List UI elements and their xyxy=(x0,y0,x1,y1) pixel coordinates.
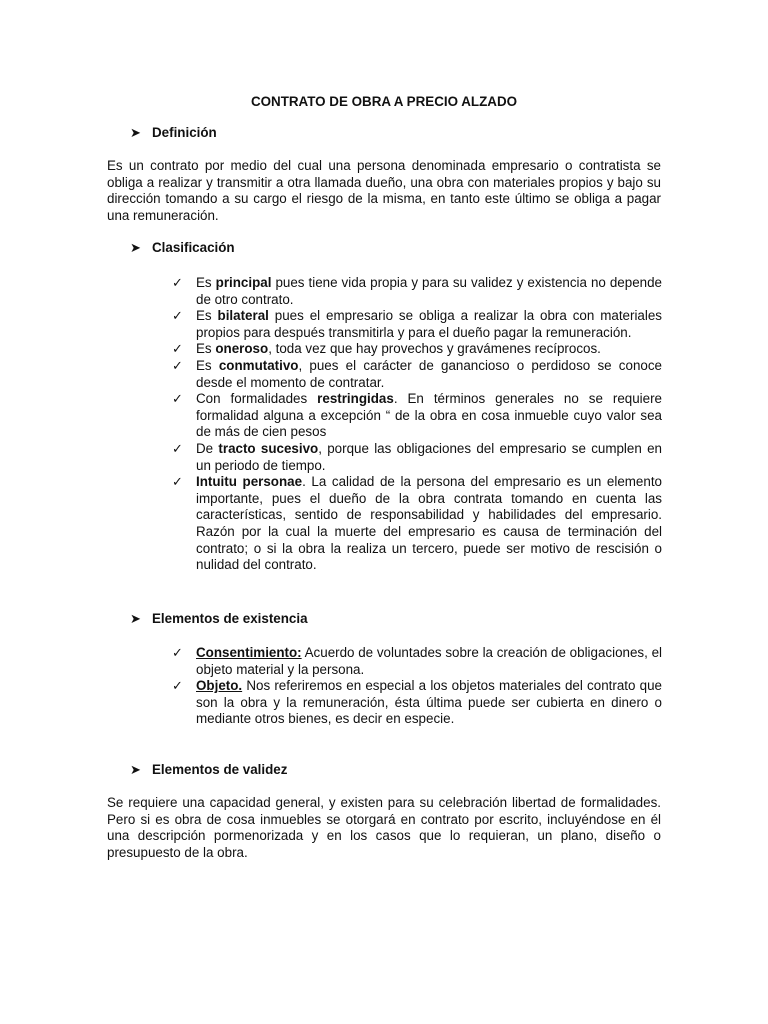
check-icon: ✓ xyxy=(172,678,183,694)
check-icon: ✓ xyxy=(172,357,183,373)
list-item: ✓ Es conmutativo, pues el carácter de ganancioso o perdidoso se conoce desde el momento de contratar. xyxy=(172,357,662,390)
section-heading-label: Definición xyxy=(152,125,217,140)
section-heading-clasificacion xyxy=(130,240,235,257)
arrow-bullet-icon: ➤ xyxy=(130,125,141,140)
list-item: ✓ Objeto. Nos referiremos en especial a los objetos materiales del contrato que son la obra y la remuneración, ésta última puede ser cubierta en dinero o mediante otros bienes, es decir en especie. xyxy=(172,678,662,727)
check-icon: ✓ xyxy=(172,308,183,324)
list-item: ✓ Es bilateral pues el empresario se obliga a realizar la obra con materiales propios para después transmitirla y para el dueño pagar la remuneración. xyxy=(172,308,662,340)
document-title: CONTRATO DE OBRA A PRECIO ALZADO xyxy=(250,94,518,109)
list-item: ✓ Con formalidades restringidas. En términos generales no se requiere formalidad alguna a excepción “ de la obra en cosa inmueble cuyo valor sea de más de cien pesos xyxy=(172,391,663,440)
arrow-bullet-icon: ➤ xyxy=(130,611,141,626)
check-icon: ✓ xyxy=(172,440,183,456)
section-heading-label: Elementos de validez xyxy=(152,762,288,777)
check-icon: ✓ xyxy=(172,275,183,290)
section-heading-label: Elementos de existencia xyxy=(152,611,308,626)
section-heading-definicion xyxy=(130,125,217,142)
arrow-bullet-icon: ➤ xyxy=(130,240,141,255)
check-icon: ✓ xyxy=(172,341,183,357)
list-item: ✓ Intuitu personae. La calidad de la persona del empresario es un elemento importante, pues el dueño de la obra contrata tomando en cuenta las características, sentido de responsabilidad y habilidades del empresario. Razón por la cual la muerte del empresario es causa de terminación del contrato; o si la obra la realiza un tercero, puede ser motivo de rescisión o nulidad del contrato. xyxy=(172,474,662,573)
check-icon: ✓ xyxy=(172,474,183,490)
validity-paragraph: Se requiere una capacidad general, y existen para su celebración libertad de formalidades. Pero si es obra de cosa inmuebles se otorgará en contrato por escrito, incluyéndose en él una descripción pormenorizada y en los casos que lo requieran, un plano, diseño o presupuesto de la obra. xyxy=(107,795,661,860)
list-item: ✓ De tracto sucesivo, porque las obligaciones del empresario se cumplen en un periodo de tiempo. xyxy=(172,440,662,473)
definition-paragraph: Es un contrato por medio del cual una persona denominada empresario o contratista se obliga a realizar y transmitir a otra llamada dueño, una obra con materiales propios y bajo su dirección tomando a su cargo el riesgo de la misma, en tanto este último se obliga a pagar una remuneración. xyxy=(107,158,661,223)
check-icon: ✓ xyxy=(172,645,183,660)
section-heading-validez xyxy=(130,762,287,779)
list-item: ✓ Es principal pues tiene vida propia y para su validez y existencia no depende de otro contrato. xyxy=(172,275,662,307)
check-icon: ✓ xyxy=(172,391,183,407)
list-item: ✓ Consentimiento: Acuerdo de voluntades sobre la creación de obligaciones, el objeto material y la persona. xyxy=(172,645,662,677)
classification-list xyxy=(172,275,662,574)
list-item: ✓ Es oneroso, toda vez que hay provechos y gravámenes recíprocos. xyxy=(172,341,601,357)
existence-elements-list xyxy=(172,645,662,728)
arrow-bullet-icon: ➤ xyxy=(130,762,141,777)
section-heading-label: Clasificación xyxy=(152,240,235,255)
section-heading-existencia xyxy=(130,611,308,628)
